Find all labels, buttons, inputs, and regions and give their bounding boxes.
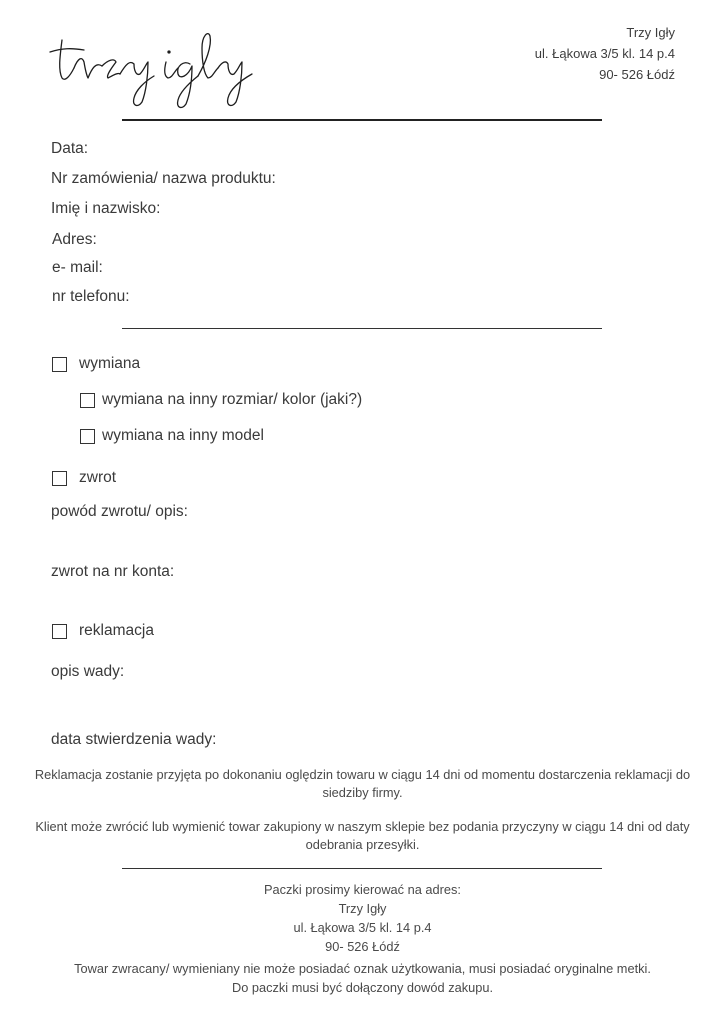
brand-logo xyxy=(48,18,258,113)
shipping-info xyxy=(30,880,695,956)
return-checkbox[interactable] xyxy=(52,471,67,486)
label-return-reason: powód zwrotu/ opis: xyxy=(51,503,188,520)
complaint-label: reklamacja xyxy=(79,622,154,639)
label-date: Data: xyxy=(51,140,89,157)
return-conditions xyxy=(30,959,695,997)
receipt-text: Do paczki musi być dołączony dowód zakupu. xyxy=(231,980,494,995)
divider-middle xyxy=(122,328,602,329)
company-address xyxy=(535,22,675,85)
exchange-label: wymiana xyxy=(79,355,141,372)
complaint-checkbox[interactable] xyxy=(52,624,67,639)
label-email: e- mail: xyxy=(52,259,103,276)
exchange-model-label: wymiana na inny model xyxy=(102,427,264,444)
label-address: Adres: xyxy=(52,231,97,248)
shipping-street: ul. Łąkowa 3/5 kl. 14 p.4 xyxy=(293,920,432,935)
label-name: Imię i nazwisko: xyxy=(51,200,161,217)
condition-text: Towar zwracany/ wymieniany nie może posiadać oznak użytkowania, musi posiadać oryginalne metki. xyxy=(74,961,651,976)
return-note: Klient może zwrócić lub wymienić towar zakupiony w naszym sklepie bez podania przyczyny w ciągu 14 dni od daty odebrania przesyłki. xyxy=(35,819,690,852)
divider-top xyxy=(122,119,602,121)
exchange-model-checkbox[interactable] xyxy=(80,429,95,444)
complaint-note: Reklamacja zostanie przyjęta po dokonaniu oględzin towaru w ciągu 14 dni od momentu dostarczenia reklamacji do siedziby firmy. xyxy=(34,767,691,800)
label-phone: nr telefonu: xyxy=(52,288,130,305)
divider-bottom xyxy=(122,868,602,869)
label-order: Nr zamówienia/ nazwa produktu: xyxy=(51,170,276,187)
exchange-size-checkbox[interactable] xyxy=(80,393,95,408)
label-defect-desc: opis wady: xyxy=(51,663,125,680)
return-label: zwrot xyxy=(79,469,117,486)
company-street: ul. Łąkowa 3/5 kl. 14 p.4 xyxy=(534,46,675,61)
company-name: Trzy Igły xyxy=(626,25,675,40)
label-return-account: zwrot na nr konta: xyxy=(51,563,175,580)
company-city: 90- 526 Łódź xyxy=(599,67,675,82)
shipping-city: 90- 526 Łódź xyxy=(325,939,400,954)
shipping-company: Trzy Igły xyxy=(338,901,387,916)
shipping-instruction: Paczki prosimy kierować na adres: xyxy=(263,882,461,897)
exchange-checkbox[interactable] xyxy=(52,357,67,372)
label-defect-date: data stwierdzenia wady: xyxy=(51,731,217,748)
exchange-size-label: wymiana na inny rozmiar/ kolor (jaki?) xyxy=(102,391,363,408)
